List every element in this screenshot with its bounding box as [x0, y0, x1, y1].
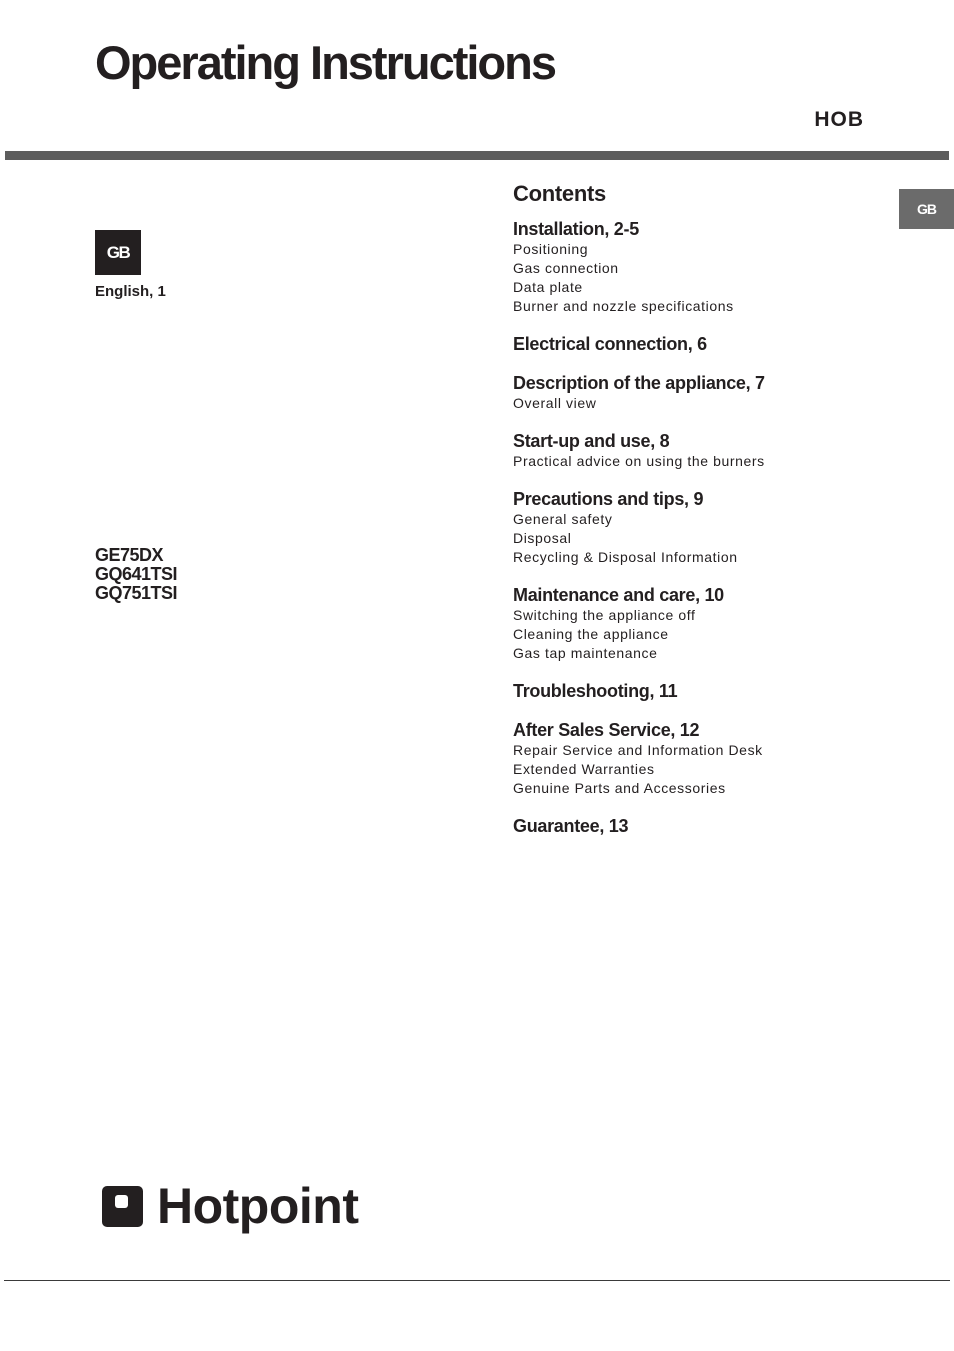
toc-item[interactable]: Positioning	[513, 241, 589, 257]
toc-section-title[interactable]: Precautions and tips, 9	[513, 489, 704, 509]
toc-item[interactable]: Overall view	[513, 395, 597, 411]
toc-section-maintenance	[513, 585, 893, 663]
toc-item[interactable]: Disposal	[513, 530, 572, 546]
toc-item[interactable]: Genuine Parts and Accessories	[513, 780, 726, 796]
toc-item[interactable]: Gas connection	[513, 260, 619, 276]
toc-item[interactable]: Data plate	[513, 279, 583, 295]
toc-section-title[interactable]: Guarantee, 13	[513, 816, 629, 836]
model-number: GQ641TSI	[95, 564, 178, 584]
toc-section-installation	[513, 219, 893, 316]
toc-section-description	[513, 373, 893, 413]
page-title: Operating Instructions	[95, 36, 555, 89]
toc-section-after-sales	[513, 720, 893, 798]
toc-item[interactable]: Recycling & Disposal Information	[513, 549, 738, 565]
toc-section-title[interactable]: Start-up and use, 8	[513, 431, 670, 451]
toc-section-title[interactable]: Installation, 2-5	[513, 219, 639, 239]
model-number: GE75DX	[95, 545, 164, 565]
header-divider	[5, 151, 949, 160]
footer-divider	[4, 1280, 950, 1281]
toc-item[interactable]: Cleaning the appliance	[513, 626, 669, 642]
toc-item[interactable]: Switching the appliance off	[513, 607, 696, 623]
toc-section-title[interactable]: After Sales Service, 12	[513, 720, 700, 740]
toc-item[interactable]: General safety	[513, 511, 613, 527]
toc-section-title[interactable]: Maintenance and care, 10	[513, 585, 724, 605]
toc-section-electrical	[513, 334, 893, 355]
toc-item[interactable]: Burner and nozzle specifications	[513, 298, 734, 314]
hotpoint-logo-icon	[102, 1186, 143, 1227]
model-list	[95, 546, 177, 603]
toc-item[interactable]: Extended Warranties	[513, 761, 655, 777]
toc-section-title[interactable]: Description of the appliance, 7	[513, 373, 765, 393]
language-badge[interactable]: GB	[95, 230, 141, 275]
hotpoint-logo	[102, 1178, 358, 1234]
toc-section-title[interactable]: Electrical connection, 6	[513, 334, 707, 354]
toc-section-title[interactable]: Troubleshooting, 11	[513, 681, 678, 701]
language-side-tab[interactable]: GB	[899, 189, 954, 229]
language-link[interactable]: English, 1	[95, 283, 166, 300]
model-number: GQ751TSI	[95, 583, 178, 603]
toc-section-troubleshooting	[513, 681, 893, 702]
toc-section-guarantee	[513, 816, 893, 837]
toc-section-startup	[513, 431, 893, 471]
product-type-label: HOB	[814, 108, 864, 131]
toc-item[interactable]: Repair Service and Information Desk	[513, 742, 763, 758]
toc-section-precautions	[513, 489, 893, 567]
brand-wordmark: Hotpoint	[157, 1178, 359, 1234]
table-of-contents	[513, 180, 893, 855]
toc-item[interactable]: Practical advice on using the burners	[513, 453, 765, 469]
contents-heading: Contents	[513, 181, 606, 206]
toc-item[interactable]: Gas tap maintenance	[513, 645, 658, 661]
